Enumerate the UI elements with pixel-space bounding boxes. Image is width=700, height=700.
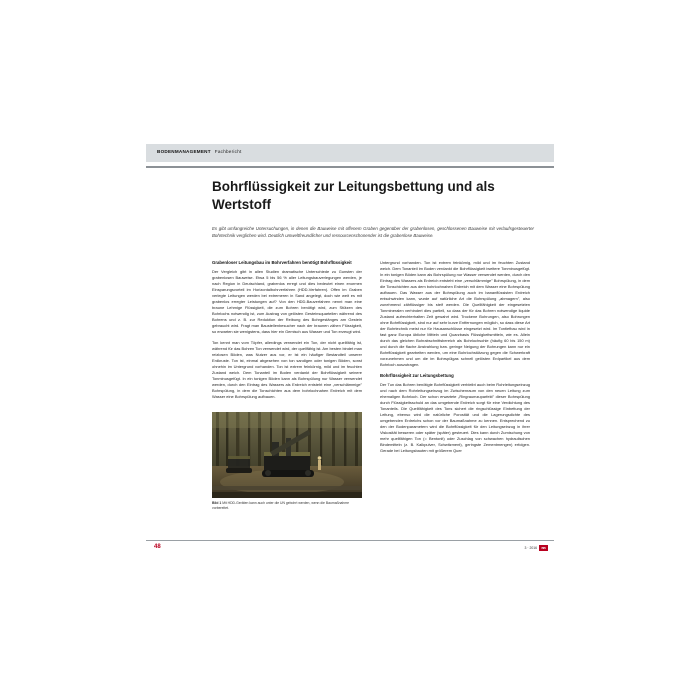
body-column-left — [212, 260, 362, 400]
header-divider — [146, 166, 554, 168]
section-header-label — [157, 149, 242, 154]
issue-label: 3 · 2016 — [524, 546, 537, 550]
footer-issue-block — [525, 545, 548, 551]
publisher-logo: BB — [539, 545, 548, 551]
body-column-right — [380, 260, 530, 454]
figure-caption — [212, 501, 362, 511]
paragraph: Ton kennt man vom Töpfer, allerdings verwendet ein Ton, der nicht quellfähig ist, während für das Bohren Ton verwendet wird, der quellfähig ist. Am besten bindet man reizlosen Böden, was Nutzer aus vor, er ist ein häufiger Bestandteil unserer Erdkruste. Ton ist, einmal abgesehen von ton sandigen oder tonigen Böden, sonst ohnehin im Untergrund vorhanden. Ton ist extrem feinkörnig, mild und im feuchten Zustand weich. Dem Tonanteil im Boden verdankt der Bohrflüssigkeit seinere Tonminusgefügt. In ein tonigen Böden kann als Bohrspülung nur Wasser verwendet werden, durch den Eintrag des Wassers als Erdreich entsteht eine „verschlämmige" Bohrspülung, in dem die Tonschichten aus dem bohrlochnahen Erdreich mit dem Wasser eine Bohrspülung aufbauen. — [212, 340, 362, 400]
section-kind: Fachbericht — [214, 149, 242, 154]
subheading-right: Bohrflüssigkeit zur Leitungsbettung — [380, 373, 454, 378]
figure-image — [212, 412, 362, 498]
subheading-left: Grabenloser Leitungsbau im Bohrverfahren benötigt Bohrflüssigkeit — [212, 260, 352, 265]
page-number: 48 — [154, 544, 161, 550]
drilling-rig-photo — [212, 412, 362, 498]
paragraph: Der Vergleich gibt in allen Studien dramatische Unterschiede zu Gunsten der grabenlosen Bauweise. Etwa 5 bis 56 % aller Leitungsbauverlegungen werden, je nach Region in Deutschland, grabenlos erregt und dies bedeutet einen enormen Einsparungsvorteil im Horizontalbohrverfahren (HDD-Verfahren). Offen im Graben verlegte Leitungen werden bei extremeren in Sand angelegt, doch wie weit es mit grabenlos erregter Leistungen auf? Von den HDD-Bauverfahren nennt man eine braune Lehmige Flüssigkeit, die zum Bohren benötigt wird, zum Stützen des Bohrlochs notwendig ist, zum Austrag von gelösten Gesteinsquarteilen während des Bohrens und z. B. zur Reduktion der Reibung des Bohrgestänges am Gestein gebraucht wird. Fragt man Baustellenbesucher nach der braunen zähen Flüssigkeit, so erwarten sie wenigstens, dass hier ein Gemisch aus Wasser und Ton erzeugt wird. — [212, 269, 362, 335]
page-title: Bohrflüssigkeit zur Leitungsbettung und als Wertstoff — [212, 179, 495, 213]
figure-caption-label: Bild 1 — [212, 501, 222, 505]
page-sheet — [146, 120, 554, 560]
footer-divider — [146, 540, 554, 541]
figure-caption-text: Mit HDD-Geräten kann auch unter die UN gebohrt werden, wenn die Baumaßnahme vorbereitet. — [212, 501, 350, 510]
paragraph: Untergrund vorhanden. Ton ist extrem feinkörnig, mild und im feuchten Zustand weich. Dem Tonanteil im Boden verdankt die Bohrflüssigkeit iweitere Tonminusgefügt. In ein tonigen Böden kann als Bohrspülung nur Wasser verwendet werden, durch den Eintrag des Wassers als Erdreich entsteht eine „verschlämmige" Bohrspülung, in dem die Tonschichten aus dem bohrlochnahen Erdreich mit dem Wasser eine Bohrspülung aufbauen. Das Wasser aus der Bohrspülung auch im bananflüssisten Erdreich entschwinden kann, wurde auf natürliche Art die Bohrspülung „abmagern", also zunehmend zähflüssiger bis steif werden. Die Quellfähigkeit der eingesetzten Tonmineralen verhindert dies partiell, so dass der für das Bohren notwendige liquide Zustand aufrechterhalten Zeit gewahrt wird. Trockene Bohrungen, also Bohrungen ohne Bohrflüssigkeit, sind nur auf sehr kurze Entfernungen möglich, so dass diese Art der Bohrtechnik meist nur für Hausanschlüsse eingesetzt wird. Im Tontiefbau wird in fast ganz Europa übliche Mitteln und Quarzbasis Flüssigkeitsmitteln, wie es. Allein durch das gleichen Bohrabschnittsbereich als Bohrlochsohle (häufig 60 bis 150 m) und durch die flache Anstrahlung bzw. geringe Neigung der Bohrungen kann nur ein Bohrflüssigkeit gearbeiten werden, um eine Bohrlochstützung gegen die Schwerkraft vorzunehmen und um die im Bohrspülgas schnell gelösten Erdpartikel aus dem Bohrloch auszutragen. — [380, 260, 530, 367]
article-lead: Es gibt umfangreiche Untersuchungen, in denen die Bauweise mit offenem Graben gegenüber der grabenlosen, geschlossenen Bauweise mit verlaufsgesteuerter Bohrtechnik verglichen wird. Deutlich umweltfreundlicher und ressourcenschonender ist die grabenlose Bauweise. — [212, 226, 534, 238]
paragraph: Der Tun das Bohren benötigte Bohrflüssigkeit verbleibt auch beim Rohrleitungseinzug und nach dem Rohrleitungseinzug im Zwischenraum von den neuen Leitung zum ehemaligen Bohrloch. Der schon erwartete „Ringraumzuparfekt" dieser Bohrspülung durch Flüssigkeitsschuld an das umgebende Erdreich sorgt für eine Verdichtung des Tonanteils. Die Quellfähigkeit des Tons sichert die ringschlüssige Einbettung der Leitung, ebenso wird die natürliche Porosität und die Lagerungsdichte des umgebenden Erdreichs schon vor der Baumaßnahme zu kennen. Entsprechend zu den der Bodenparametern wird die Bohrflüssigkeit für den Leitungseinzug in ihrer Viskosität besseren oder später (später) gesteuert. Dies kann durch Zumischung von mehr quellfähigen Ton (= Bentonit) oder Zuschlag von schwachen hydraulischen Bindemitteln (z. B. Kalkpulver, Schwitzment), geringste Zementmengen) erfolgen. Gerade bei Leitungsbauten mit größerem Quer — [380, 382, 530, 454]
section-name: BODENMANAGEMENT — [157, 149, 211, 154]
